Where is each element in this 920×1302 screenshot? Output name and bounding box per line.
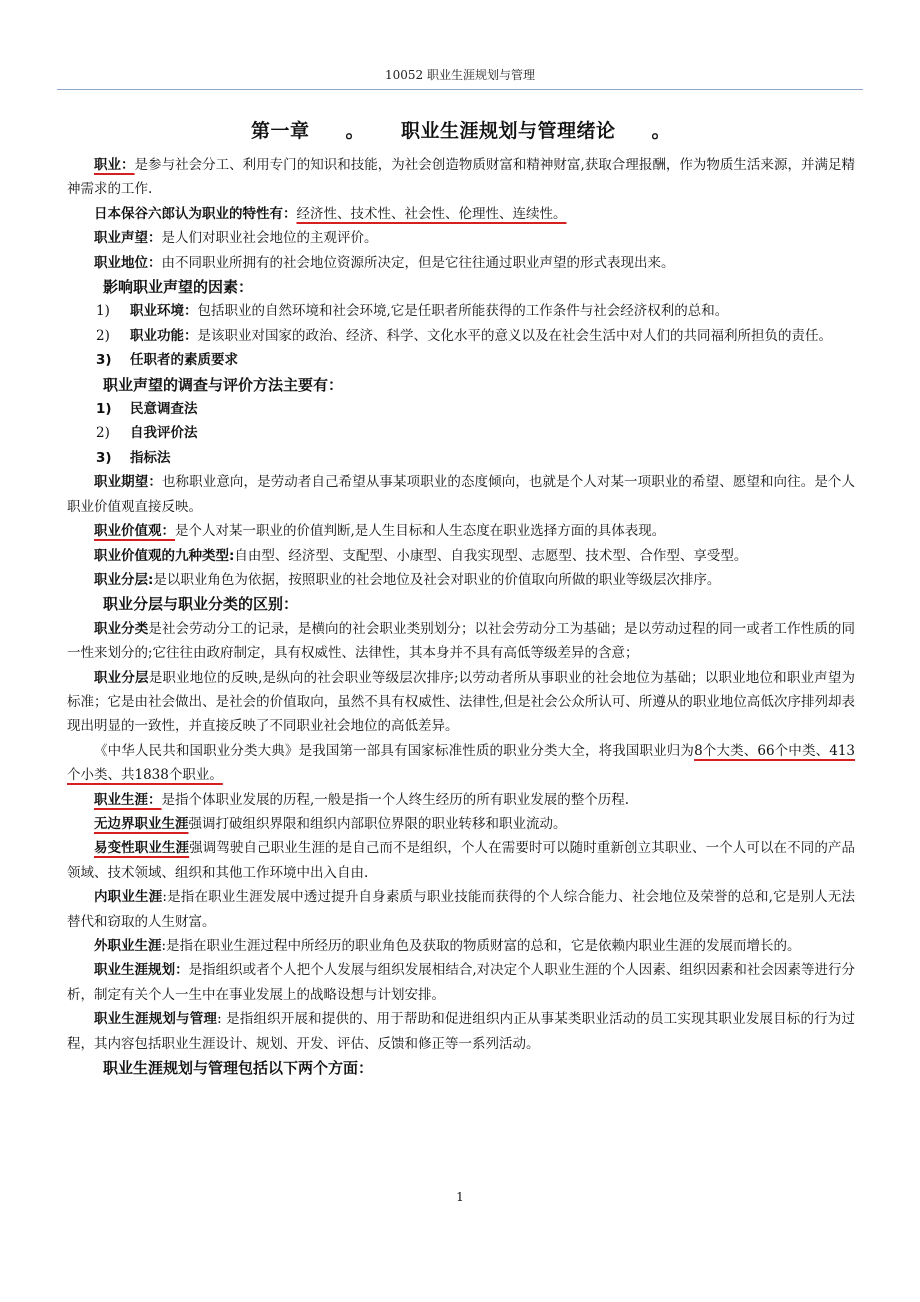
list-item: 1) 民意调查法	[96, 401, 198, 418]
page-header: 10052 职业生涯规划与管理	[385, 68, 535, 82]
list-item: 1) 职业环境：包括职业的自然环境和社会环境,它是任职者所能获得的工作条件与社会经济权利的总和。	[96, 303, 729, 320]
definition-career-planning: 职业生涯规划：是指组织或者个人把个人发展与组织发展相结合,对决定个人职业生涯的个人因素、组织因素和社会因素等进行分析，制定有关个人一生中在事业发展上的战略设想与计划安排。	[67, 962, 855, 1003]
definition-internal-career: 内职业生涯:是指在职业生涯发展中透过提升自身素质与职业技能而获得的个人综合能力、社会地位及荣誉的总和,它是别人无法替代和窃取的人生财富。	[67, 889, 856, 930]
definition-stratification: 职业分层:是以职业角色为依据，按照职业的社会地位及社会对职业的价值取向所做的职业等级层次排序。	[94, 571, 721, 588]
chapter-name: 职业生涯规划与管理绪论	[401, 120, 616, 142]
chapter-number: 第一章	[250, 120, 310, 142]
definition-values: 职业价值观：是个人对某一职业的价值判断,是人生目标和人生态度在职业选择方面的具体表现。	[94, 523, 666, 540]
document-body	[67, 116, 855, 1080]
definition-status: 职业地位：由不同职业所拥有的社会地位资源所决定，但是它往往通过职业声望的形式表现出来。	[94, 254, 675, 271]
page-number: 1	[456, 1190, 464, 1204]
definition-prestige: 职业声望：是人们对职业社会地位的主观评价。	[94, 230, 378, 247]
header-divider	[57, 89, 863, 90]
list-item: 2) 职业功能：是该职业对国家的政治、经济、科学、文化水平的意义以及在社会生活中对人们的共同福利所担负的责任。	[96, 327, 832, 344]
classification-dictionary: 《中华人民共和国职业分类大典》是我国第一部具有国家标准性质的职业分类大全，将我国职业归为8个大类、66个中类、413个小类、共1838个职业。	[67, 742, 855, 784]
definition-occupation: 职业：是参与社会分工、利用专门的知识和技能，为社会创造物质财富和精神财富,获取合理报酬，作为物质生活来源，并满足精神需求的工作.	[67, 157, 856, 198]
definition-boundaryless-career: 无边界职业生涯强调打破组织界限和组织内部职位界限的职业转移和职业流动。	[94, 815, 567, 832]
definition-classification: 职业分类是社会劳动分工的记录，是横向的社会职业类别划分；以社会劳动分工为基础；是以劳动过程的同一或者工作性质的同一性来划分的;它往往由政府制定，具有权威性、法律性，其本身并不具有高低等级差异的含意；	[67, 620, 856, 662]
definition-expectation: 职业期望：也称职业意向，是劳动者自己希望从事某项职业的态度倾向，也就是个人对某一项职业的希望、愿望和向往。是个人职业价值观直接反映。	[67, 474, 856, 515]
definition-career-management: 职业生涯规划与管理: 是指组织开展和提供的、用于帮助和促进组织内正从事某类职业活动的员工实现其职业发展目标的行为过程，其内容包括职业生涯设计、规划、开发、评估、反馈和修正等一系列活动。	[67, 1011, 856, 1052]
section-heading-survey-methods: 职业声望的调查与评价方法主要有：	[103, 375, 344, 394]
list-item: 3) 任职者的素质要求	[96, 352, 238, 369]
list-item: 3) 指标法	[96, 449, 171, 466]
occupation-traits: 日本保谷六郎认为职业的特性有：经济性、技术性、社会性、伦理性、连续性。	[94, 205, 567, 222]
chapter-title: 第一章 。 职业生涯规划与管理绪论 。	[67, 116, 855, 143]
values-types: 职业价值观的九种类型:自由型、经济型、支配型、小康型、自我实现型、志愿型、技术型、合作型、享受型。	[94, 547, 748, 564]
section-heading-prestige-factors: 影响职业声望的因素：	[103, 278, 254, 297]
section-heading-two-aspects: 职业生涯规划与管理包括以下两个方面：	[103, 1059, 374, 1078]
definition-career: 职业生涯：是指个体职业发展的历程,一般是指一个人终生经历的所有职业发展的整个历程.	[94, 791, 630, 808]
definition-protean-career: 易变性职业生涯强调驾驶自己职业生涯的是自己而不是组织，个人在需要时可以随时重新创立其职业、一个人可以在不同的产品领域、技术领域、组织和其他工作环境中出入自由.	[67, 840, 856, 881]
definition-external-career: 外职业生涯:是指在职业生涯过程中所经历的职业角色及获取的物质财富的总和，它是依赖内职业生涯的发展而增长的。	[94, 938, 801, 954]
list-item: 2) 自我评价法	[96, 425, 198, 442]
section-heading-difference: 职业分层与职业分类的区别：	[103, 595, 299, 614]
definition-stratification-detail: 职业分层是职业地位的反映,是纵向的社会职业等级层次排序;以劳动者所从事职业的社会地位为基础；以职业地位和职业声望为标准；它是由社会做出、是社会的价值取向，虽然不具有权威性、法律性,但是社会公众所认可、所遵从的职业地位高低次序排列却表现出明显的一致性，并直接反映了不同职业社会地位的高低差异。	[67, 669, 856, 735]
